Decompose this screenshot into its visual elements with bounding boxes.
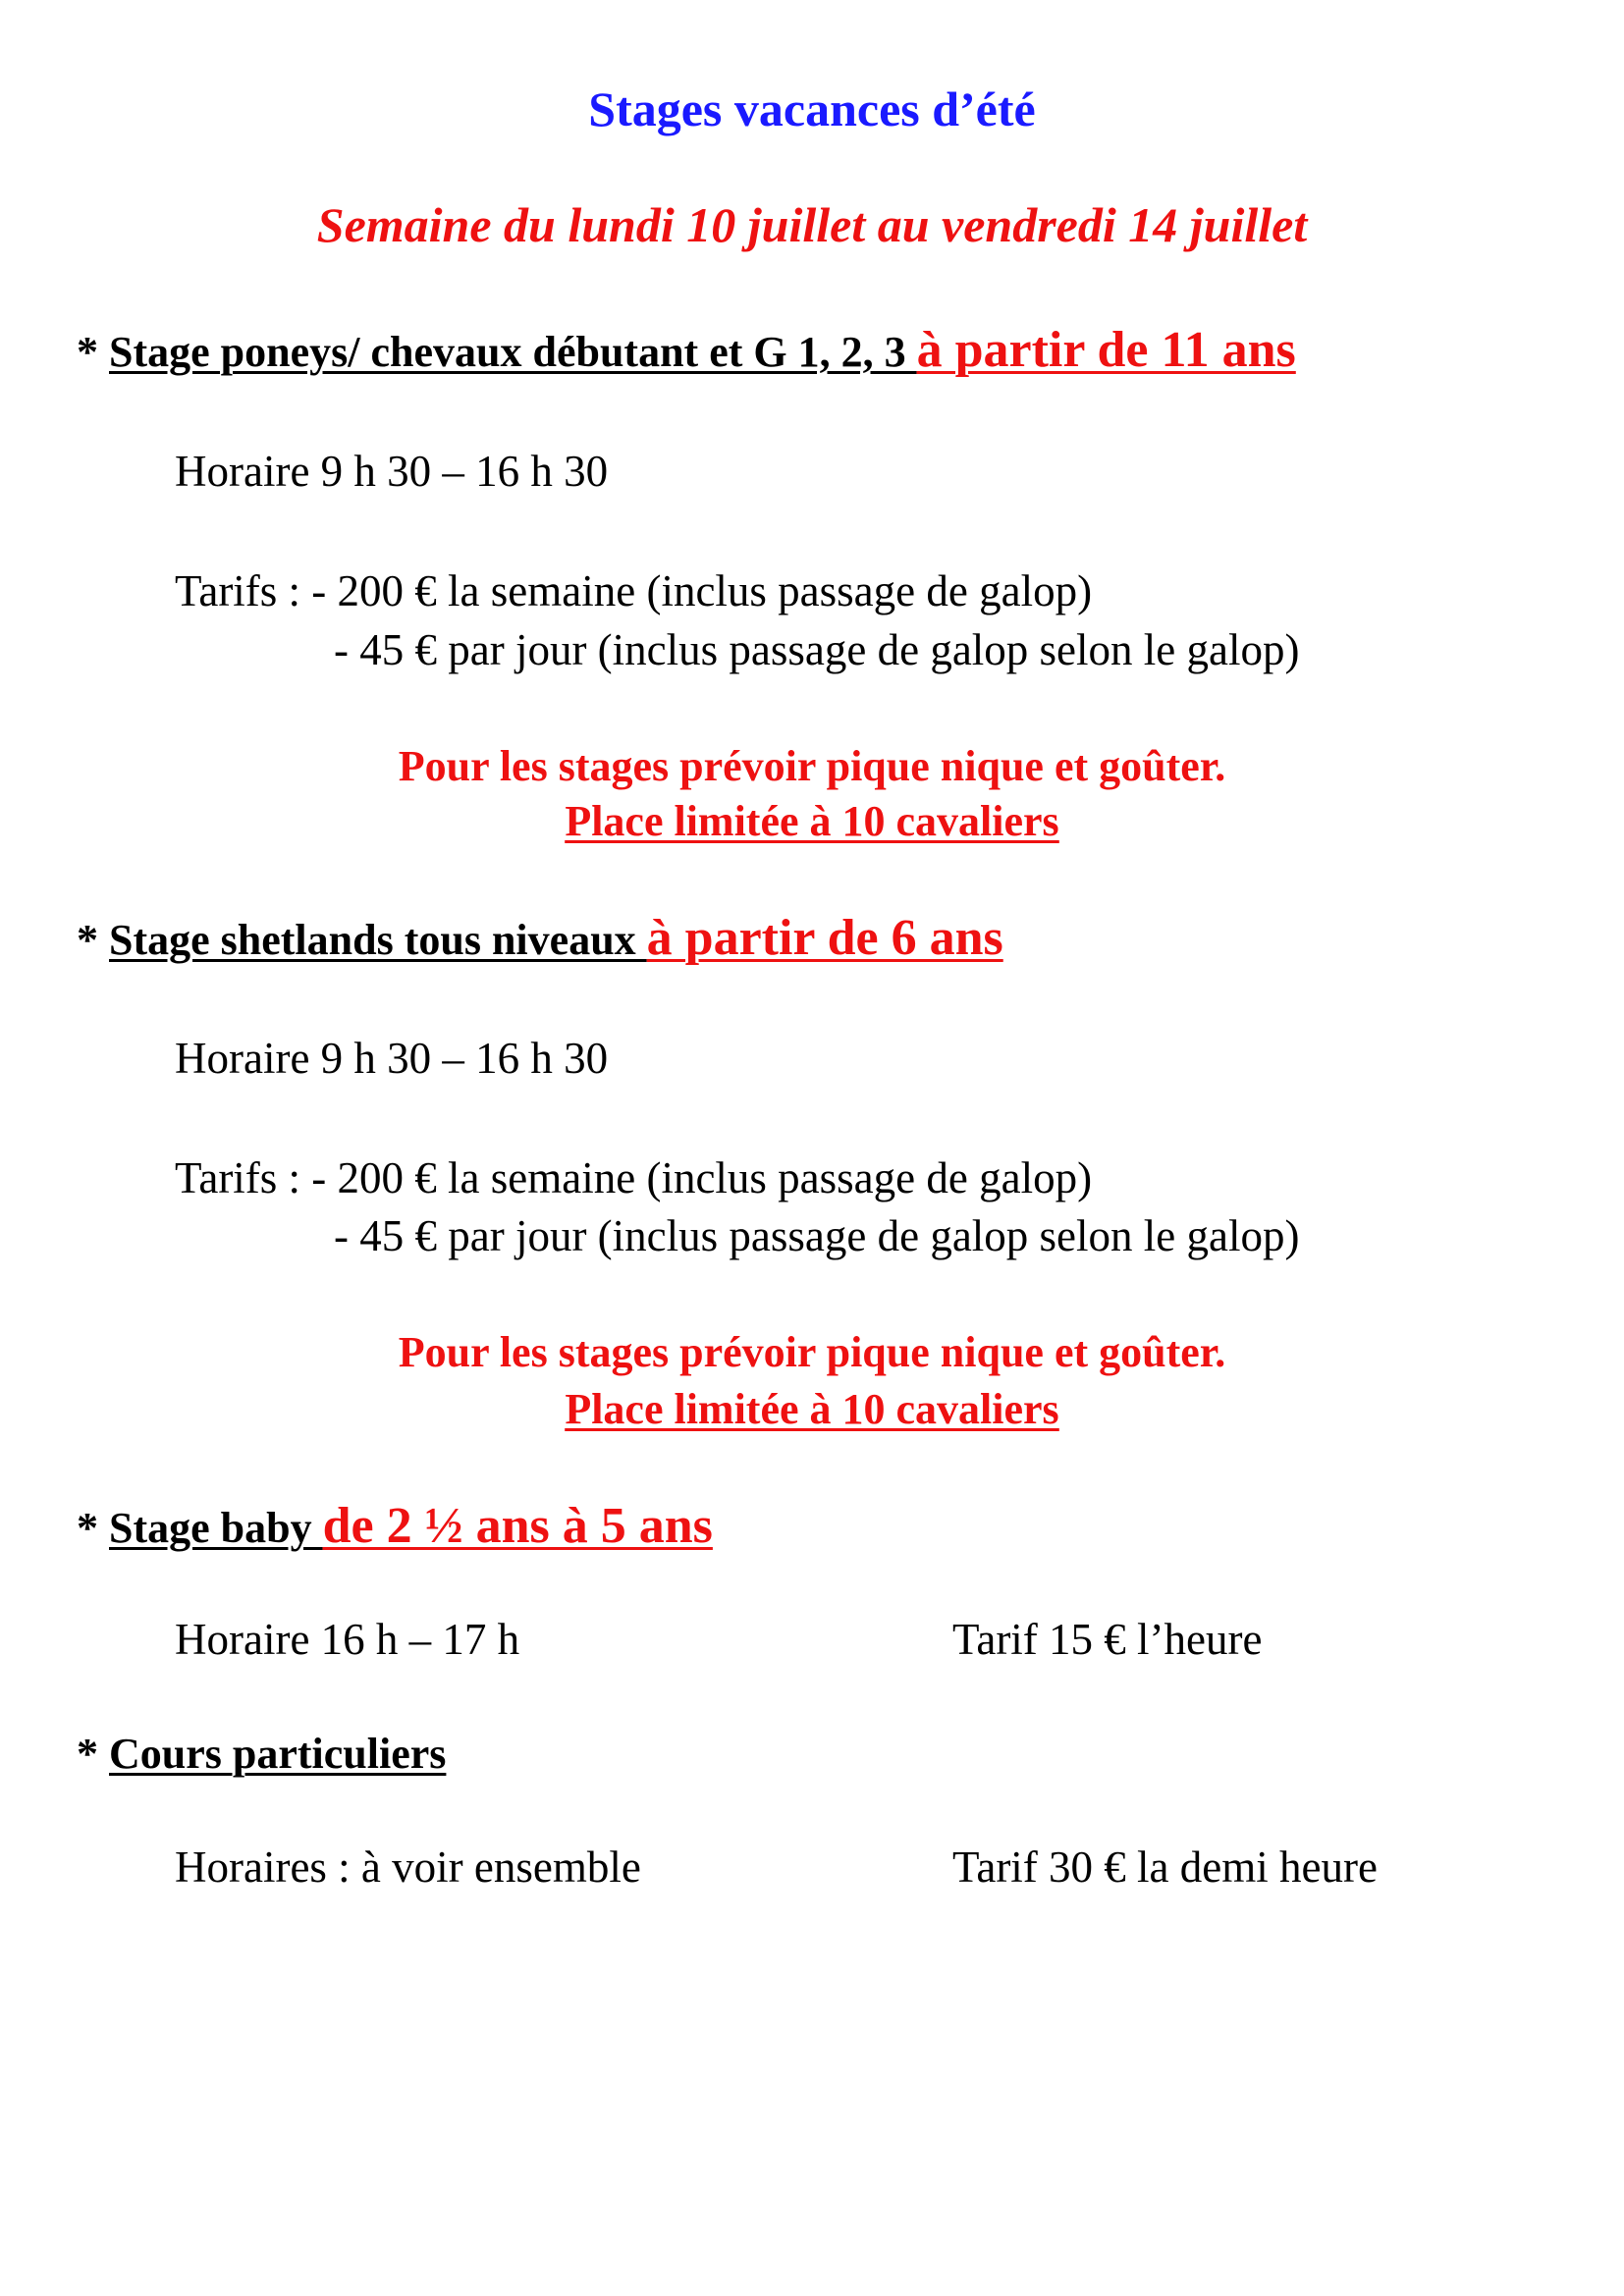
section-age: à partir de 6 ans <box>646 910 1003 966</box>
section-label: Stage shetlands tous niveaux <box>109 916 647 964</box>
tarif-text: Tarif 30 € la demi heure <box>952 1842 1378 1892</box>
bullet-star: * <box>77 916 109 964</box>
section-age: de 2 ½ ans à 5 ans <box>322 1498 713 1554</box>
section-label: Stage poneys/ chevaux débutant et G 1, 2, 3 <box>109 328 917 376</box>
note-limit <box>0 796 1624 846</box>
section-age: à partir de 11 ans <box>916 322 1296 378</box>
note-limit-text: Place limitée à 10 cavaliers <box>565 1385 1059 1433</box>
tarifs-line-1: Tarifs : - 200 € la semaine (inclus passage de galop) <box>175 566 1093 615</box>
section-heading-shetlands <box>77 909 1003 967</box>
horaire-text: Horaire 9 h 30 – 16 h 30 <box>175 447 609 496</box>
horaire-text: Horaire 9 h 30 – 16 h 30 <box>175 1034 609 1083</box>
note-limit-text: Place limitée à 10 cavaliers <box>565 797 1059 845</box>
section-heading-cours <box>77 1729 446 1779</box>
tarifs-line-2: - 45 € par jour (inclus passage de galop selon le galop) <box>334 625 1300 674</box>
note-picnic: Pour les stages prévoir pique nique et goûter. <box>398 742 1226 790</box>
section-label: Stage baby <box>109 1504 323 1552</box>
tarifs-line-2: - 45 € par jour (inclus passage de galop selon le galop) <box>334 1211 1300 1260</box>
bullet-star: * <box>77 328 109 376</box>
tarif-text: Tarif 15 € l’heure <box>952 1615 1263 1664</box>
page-title: Stages vacances d’été <box>588 81 1036 136</box>
page-subtitle: Semaine du lundi 10 juillet au vendredi 14 juillet <box>316 197 1308 252</box>
horaire-text: Horaires : à voir ensemble <box>175 1842 641 1892</box>
section-heading-poneys <box>77 321 1296 379</box>
section-heading-baby <box>77 1497 713 1555</box>
note-picnic: Pour les stages prévoir pique nique et goûter. <box>398 1328 1226 1376</box>
tarifs-line-1: Tarifs : - 200 € la semaine (inclus passage de galop) <box>175 1153 1093 1202</box>
bullet-star: * <box>77 1504 109 1552</box>
horaire-text: Horaire 16 h – 17 h <box>175 1615 520 1664</box>
bullet-star: * <box>77 1730 109 1778</box>
note-limit <box>0 1384 1624 1434</box>
section-label: Cours particuliers <box>109 1730 447 1778</box>
